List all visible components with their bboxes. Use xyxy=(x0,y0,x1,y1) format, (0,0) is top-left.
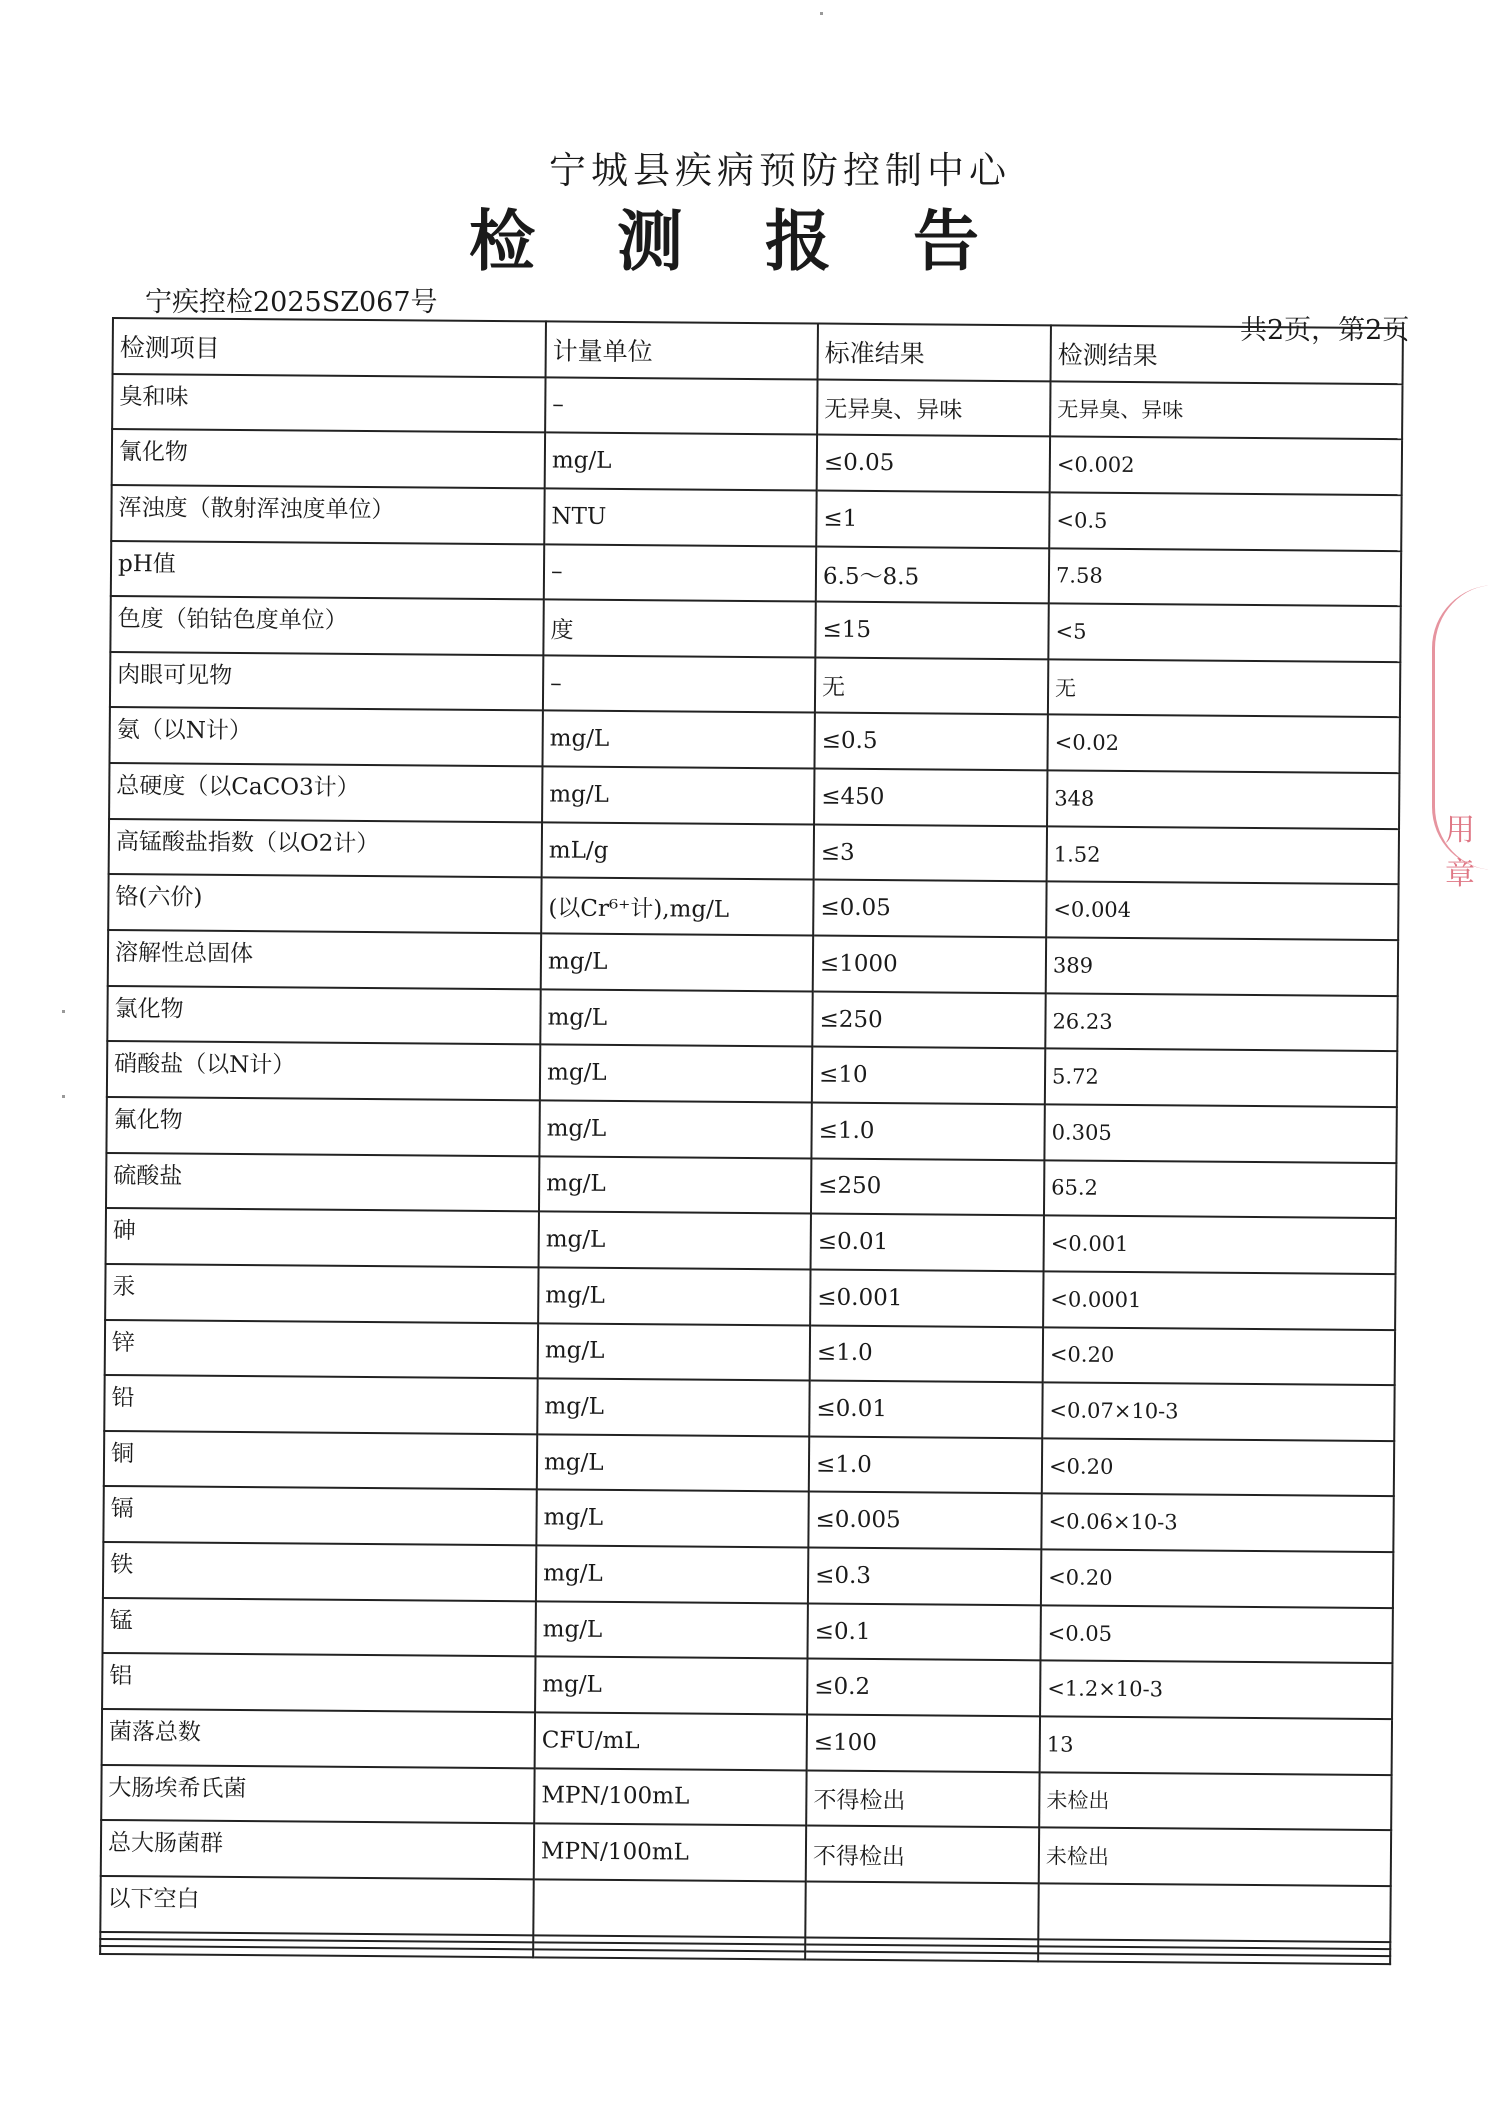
cell-standard: 无异臭、异味 xyxy=(817,379,1050,436)
cell-item: 总硬度（以CaCO3计） xyxy=(109,763,542,822)
table-row xyxy=(105,1264,1395,1330)
cell-unit: mL/g xyxy=(542,822,814,880)
column-header: 计量单位 xyxy=(546,321,818,379)
cell-unit: mg/L xyxy=(536,1545,808,1603)
cell-result: <1.2×10-3 xyxy=(1040,1661,1392,1719)
cell-result: 5.72 xyxy=(1045,1049,1397,1107)
cell-standard: ≤0.001 xyxy=(810,1269,1043,1326)
cell-result: <5 xyxy=(1048,604,1400,662)
cell-result: <0.20 xyxy=(1042,1438,1394,1496)
cell-item: 以下空白 xyxy=(100,1876,533,1935)
cell-item: 砷 xyxy=(106,1208,539,1267)
cell-standard: ≤1 xyxy=(816,490,1049,547)
table-row xyxy=(108,930,1398,996)
cell-result xyxy=(1038,1883,1390,1941)
cell-unit: mg/L xyxy=(539,1156,811,1214)
cell-item: 肉眼可见物 xyxy=(110,652,543,711)
cell-unit: mg/L xyxy=(537,1434,809,1492)
cell-item: 镉 xyxy=(103,1486,536,1545)
table-row xyxy=(110,652,1400,718)
cell-result: <0.004 xyxy=(1046,882,1398,940)
cell-result: 1.52 xyxy=(1047,826,1399,884)
table-row xyxy=(106,1208,1396,1274)
cell-item: 锌 xyxy=(105,1320,538,1379)
cell-item: 总大肠菌群 xyxy=(101,1820,534,1879)
table-row xyxy=(109,707,1399,773)
cell-item: 铝 xyxy=(102,1653,535,1712)
cell-item: 铜 xyxy=(104,1431,537,1490)
cell-standard: ≤0.05 xyxy=(813,880,1046,937)
table-row xyxy=(106,1097,1396,1163)
cell-unit: mg/L xyxy=(536,1490,808,1548)
cell-result: <0.07×10-3 xyxy=(1042,1383,1394,1441)
cell-unit: mg/L xyxy=(539,1100,811,1158)
table-row xyxy=(109,763,1399,829)
table-row xyxy=(103,1486,1393,1552)
cell-standard: ≤0.1 xyxy=(807,1603,1040,1660)
official-seal-stamp xyxy=(1432,585,1488,892)
table-row xyxy=(103,1542,1393,1608)
cell-result: 未检出 xyxy=(1039,1828,1391,1886)
table-header-row xyxy=(113,318,1403,384)
cell-standard: ≤1.0 xyxy=(810,1325,1043,1382)
table-row xyxy=(100,1876,1390,1942)
cell-standard: ≤0.05 xyxy=(817,435,1050,492)
cell-unit: CFU/mL xyxy=(535,1712,807,1770)
cell-result: <0.002 xyxy=(1050,437,1402,495)
cell-result: 无 xyxy=(1048,659,1400,717)
cell-result: 13 xyxy=(1040,1716,1392,1774)
table-row xyxy=(104,1431,1394,1497)
cell-item: 锰 xyxy=(103,1598,536,1657)
cell-unit: mg/L xyxy=(538,1267,810,1325)
cell-unit: mg/L xyxy=(542,767,814,825)
cell-item: 色度（铂钴色度单位） xyxy=(110,596,543,655)
table-row xyxy=(111,485,1401,551)
cell-standard xyxy=(805,1881,1038,1938)
column-header: 标准结果 xyxy=(818,324,1051,381)
stamp-text: 用章 xyxy=(1445,813,1475,892)
column-header: 检测项目 xyxy=(113,318,546,377)
cell-unit xyxy=(533,1879,805,1937)
cell-standard: ≤100 xyxy=(807,1715,1040,1772)
cell-result: 无异臭、异味 xyxy=(1050,381,1402,439)
table-row xyxy=(110,596,1400,662)
cell-standard: ≤0.2 xyxy=(807,1659,1040,1716)
cell-result: 26.23 xyxy=(1045,993,1397,1051)
cell-item: 硝酸盐（以N计） xyxy=(107,1041,540,1100)
table-row xyxy=(111,541,1401,607)
table-row xyxy=(101,1820,1391,1886)
table-row xyxy=(105,1320,1395,1386)
table-row xyxy=(112,429,1402,495)
cell-result: 7.58 xyxy=(1049,548,1401,606)
cell-standard: ≤1.0 xyxy=(809,1436,1042,1493)
column-header: 检测结果 xyxy=(1051,325,1403,383)
cell-unit xyxy=(533,1950,805,1960)
cell-item: 铬(六价) xyxy=(108,874,541,933)
table-row xyxy=(107,1041,1397,1107)
cell-item: 汞 xyxy=(105,1264,538,1323)
cell-unit: mg/L xyxy=(535,1601,807,1659)
cell-result: <0.20 xyxy=(1041,1549,1393,1607)
cell-result: 389 xyxy=(1046,937,1398,995)
cell-unit: mg/L xyxy=(540,989,812,1047)
cell-result: 0.305 xyxy=(1044,1104,1396,1162)
table-row xyxy=(102,1653,1392,1719)
cell-item: 铅 xyxy=(104,1375,537,1434)
scan-speck xyxy=(820,12,823,15)
cell-unit: NTU xyxy=(544,488,816,546)
cell-result: <0.5 xyxy=(1049,492,1401,550)
scan-speck xyxy=(62,1095,65,1098)
cell-standard: ≤0.005 xyxy=(808,1492,1041,1549)
table-row xyxy=(106,1153,1396,1219)
cell-unit: mg/L xyxy=(538,1323,810,1381)
cell-unit: mg/L xyxy=(537,1379,809,1437)
cell-item: 溶解性总固体 xyxy=(108,930,541,989)
cell-result: <0.06×10-3 xyxy=(1041,1494,1393,1552)
cell-item: 铁 xyxy=(103,1542,536,1601)
cell-result xyxy=(1038,1954,1390,1965)
cell-result: <0.0001 xyxy=(1043,1271,1395,1329)
cell-standard: ≤450 xyxy=(814,769,1047,826)
table-row xyxy=(104,1375,1394,1441)
cell-unit: MPN/100mL xyxy=(534,1768,806,1826)
cell-item: 浑浊度（散射浑浊度单位） xyxy=(111,485,544,544)
document-number: 宁疾控检2025SZ067号 xyxy=(145,287,438,318)
report-title: 检测报告 xyxy=(469,202,1061,280)
table-row xyxy=(102,1709,1392,1775)
cell-item: 氯化物 xyxy=(107,986,540,1045)
cell-unit: mg/L xyxy=(545,433,817,491)
organization-name: 宁城县疾病预防控制中心 xyxy=(549,149,1011,192)
cell-unit: – xyxy=(545,377,817,435)
table-row xyxy=(109,819,1399,885)
cell-standard: ≤3 xyxy=(814,824,1047,881)
page-info: 共2页，第2页 xyxy=(1240,315,1410,346)
cell-standard xyxy=(805,1952,1038,1962)
cell-unit: mg/L xyxy=(541,933,813,991)
cell-unit: (以Cr⁶⁺计),mg/L xyxy=(541,878,813,936)
cell-standard: 6.5～8.5 xyxy=(816,546,1049,603)
table-row xyxy=(101,1765,1391,1831)
cell-standard: ≤0.01 xyxy=(811,1214,1044,1271)
table-row xyxy=(107,986,1397,1052)
cell-result: 未检出 xyxy=(1039,1772,1391,1830)
cell-item: 氨（以N计） xyxy=(109,707,542,766)
cell-standard: ≤1000 xyxy=(813,936,1046,993)
cell-unit: MPN/100mL xyxy=(534,1824,806,1882)
results-table-wrapper xyxy=(99,317,1402,1965)
cell-standard: ≤10 xyxy=(812,1047,1045,1104)
cell-unit: mg/L xyxy=(542,711,814,769)
cell-standard: 不得检出 xyxy=(806,1770,1039,1827)
cell-standard: ≤0.5 xyxy=(814,713,1047,770)
cell-item: 菌落总数 xyxy=(102,1709,535,1768)
cell-standard: ≤250 xyxy=(812,991,1045,1048)
cell-result: 65.2 xyxy=(1044,1160,1396,1218)
cell-unit: mg/L xyxy=(535,1657,807,1715)
cell-unit: mg/L xyxy=(539,1212,811,1270)
results-table xyxy=(99,317,1404,1965)
cell-unit: 度 xyxy=(543,600,815,658)
cell-item: 大肠埃希氏菌 xyxy=(101,1765,534,1824)
cell-unit: mg/L xyxy=(540,1045,812,1103)
cell-standard: 不得检出 xyxy=(806,1826,1039,1883)
cell-result: <0.05 xyxy=(1040,1605,1392,1663)
cell-standard: ≤15 xyxy=(815,602,1048,659)
cell-standard: ≤1.0 xyxy=(811,1102,1044,1159)
cell-standard: ≤250 xyxy=(811,1158,1044,1215)
cell-unit: – xyxy=(544,544,816,602)
cell-item: 臭和味 xyxy=(112,374,545,433)
cell-unit: – xyxy=(543,655,815,713)
cell-item: 氰化物 xyxy=(112,429,545,488)
scan-speck xyxy=(62,1010,65,1013)
cell-standard: 无 xyxy=(815,657,1048,714)
cell-item: pH值 xyxy=(111,541,544,600)
cell-result: 348 xyxy=(1047,770,1399,828)
cell-standard: ≤0.3 xyxy=(808,1548,1041,1605)
cell-standard: ≤0.01 xyxy=(809,1381,1042,1438)
table-row xyxy=(108,874,1398,940)
cell-result: <0.20 xyxy=(1043,1327,1395,1385)
cell-item: 高锰酸盐指数（以O2计） xyxy=(109,819,542,878)
cell-result: <0.001 xyxy=(1044,1216,1396,1274)
cell-item: 氟化物 xyxy=(106,1097,539,1156)
table-row xyxy=(103,1598,1393,1664)
cell-item: 硫酸盐 xyxy=(106,1153,539,1212)
cell-result: <0.02 xyxy=(1047,715,1399,773)
table-row xyxy=(112,374,1402,440)
